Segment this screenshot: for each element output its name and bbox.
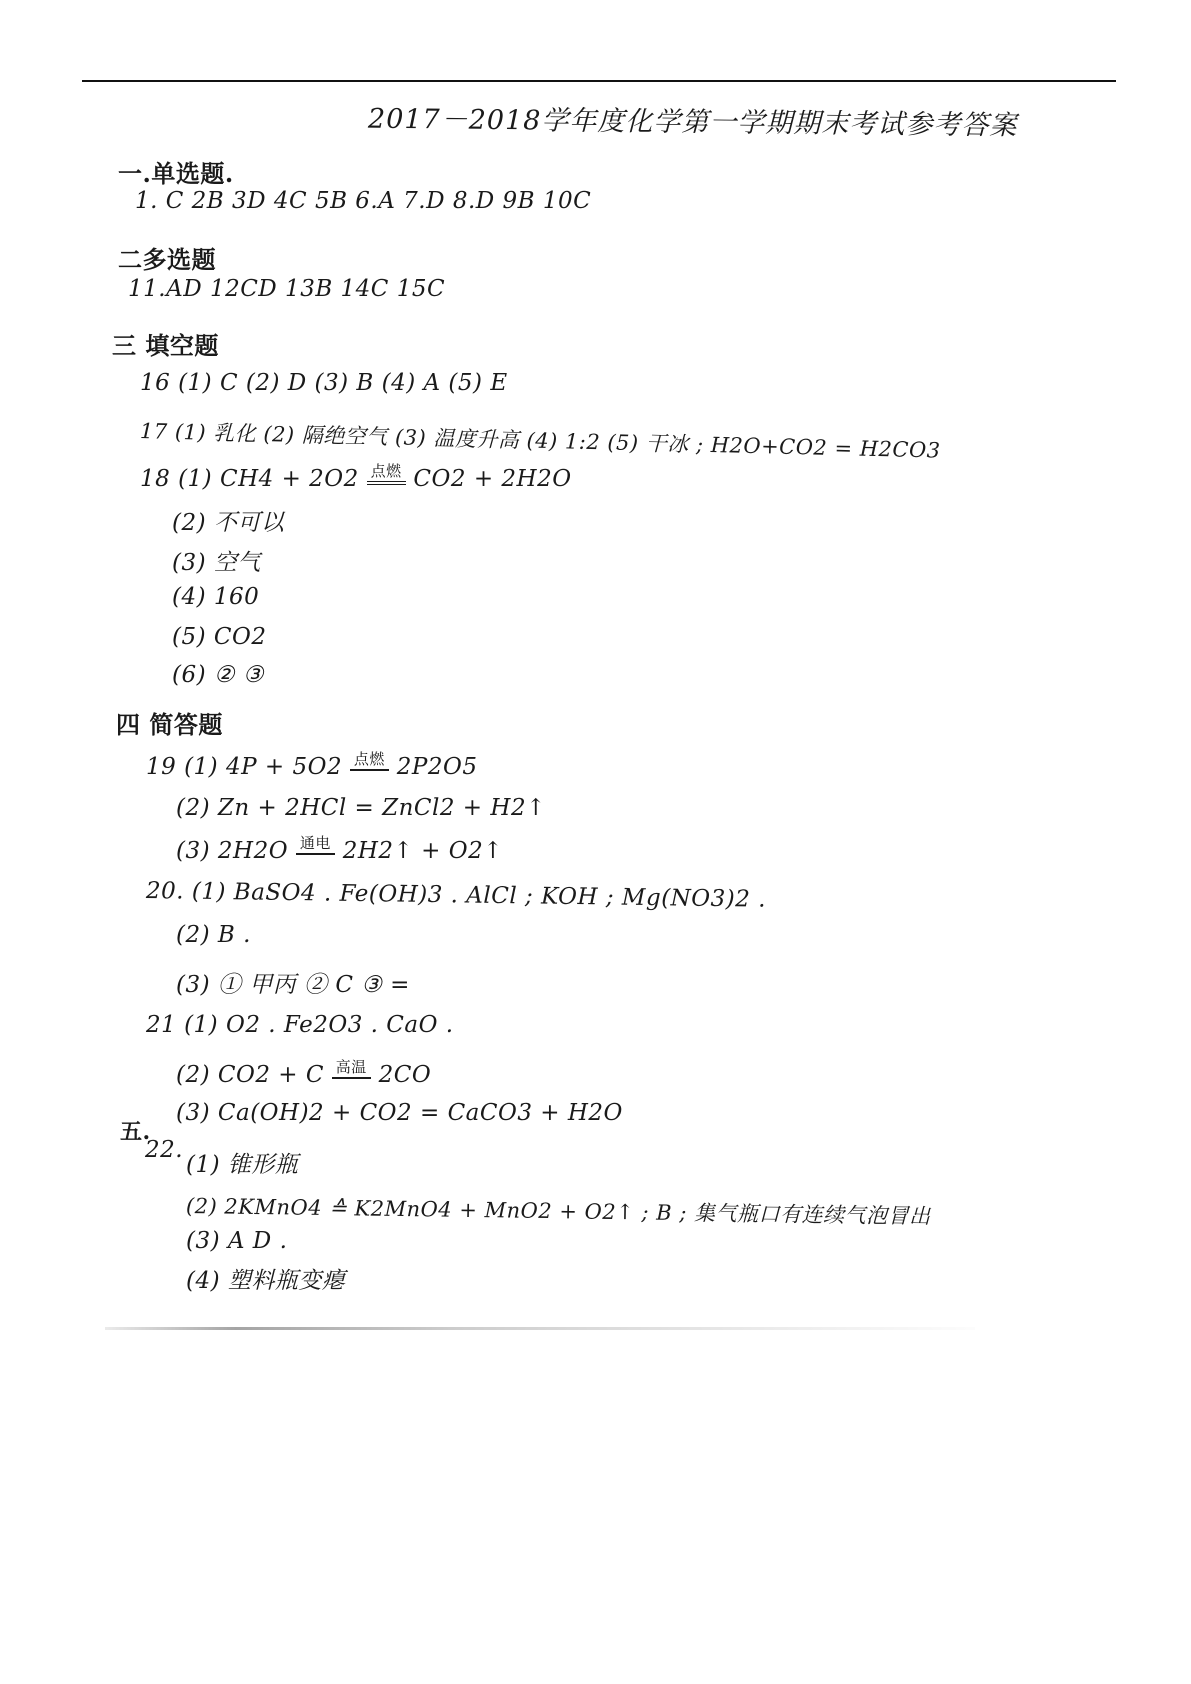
section-2-answers: 11.AD 12CD 13B 14C 15C xyxy=(128,276,446,302)
answer-18-3: (3) 空气 xyxy=(172,550,261,576)
answer-19-1-reactants: 19 (1) 4P + 5O2 xyxy=(146,754,343,780)
answer-19-3-reactants: (3) 2H2O xyxy=(176,838,289,864)
question-22-number: 22. xyxy=(145,1137,184,1163)
answer-21-2 xyxy=(176,1056,431,1088)
answer-22-1: (1) 锥形瓶 xyxy=(186,1152,299,1178)
answer-18-4: (4) 160 xyxy=(172,584,260,610)
answer-19-1 xyxy=(146,748,477,780)
reaction-condition-ignite: 点燃 xyxy=(367,460,406,485)
answer-17: 17 (1) 乳化 (2) 隔绝空气 (3) 温度升高 (4) 1:2 (5) 干冰 ; H2O+CO2 = H2CO3 xyxy=(139,419,941,463)
answer-21-2-products: 2CO xyxy=(378,1062,432,1088)
answer-18-2: (2) 不可以 xyxy=(172,510,285,536)
top-rule xyxy=(82,80,1116,82)
answer-19-3-products: 2H2↑ + O2↑ xyxy=(342,838,503,864)
answer-19-2: (2) Zn + 2HCl = ZnCl2 + H2↑ xyxy=(176,795,546,821)
answer-20-2: (2) B . xyxy=(176,922,251,948)
answer-19-3 xyxy=(176,832,503,864)
answer-16: 16 (1) C (2) D (3) B (4) A (5) E xyxy=(140,370,508,396)
reaction-condition-high-temp: 高温 xyxy=(332,1056,371,1079)
section-1-answers: 1. C 2B 3D 4C 5B 6.A 7.D 8.D 9B 10C xyxy=(135,188,592,214)
answer-18-1 xyxy=(140,460,572,492)
answer-22-4: (4) 塑料瓶变瘪 xyxy=(186,1268,346,1294)
answer-21-2-reactants: (2) CO2 + C xyxy=(176,1062,324,1088)
section-2-heading: 二多选题 xyxy=(118,245,216,274)
answer-18-1-reactants: 18 (1) CH4 + 2O2 xyxy=(140,466,359,492)
reaction-condition-electrolysis: 通电 xyxy=(296,832,335,855)
reaction-condition-ignite: 点燃 xyxy=(350,748,389,771)
answer-22-3: (3) A D . xyxy=(186,1228,288,1254)
section-5-heading: 五. xyxy=(120,1119,151,1145)
answer-19-1-products: 2P2O5 xyxy=(396,754,478,780)
answer-18-5: (5) CO2 xyxy=(172,624,267,650)
answer-18-6: (6) ② ③ xyxy=(172,662,264,688)
answer-20-1: 20. (1) BaSO4 . Fe(OH)3 . AlCl ; KOH ; Mg(NO3)2 . xyxy=(145,878,767,913)
answer-21-1: 21 (1) O2 . Fe2O3 . CaO . xyxy=(146,1012,454,1038)
scan-smudge-line xyxy=(105,1327,975,1330)
answer-22-2: (2) 2KMnO4 ≙ K2MnO4 + MnO2 + O2↑ ; B ; 集气瓶口有连续气泡冒出 xyxy=(185,1194,931,1229)
answer-20-3: (3) ① 甲丙 ② C ③ = xyxy=(176,972,410,998)
answer-21-3: (3) Ca(OH)2 + CO2 = CaCO3 + H2O xyxy=(176,1100,623,1126)
section-4-heading: 四 简答题 xyxy=(116,710,223,739)
document-title: 2017－2018学年度化学第一学期期末考试参考答案 xyxy=(367,103,1018,142)
section-1-heading: 一.单选题. xyxy=(118,159,234,188)
section-3-heading: 三 填空题 xyxy=(112,331,219,360)
answer-18-1-products: CO2 + 2H2O xyxy=(413,466,572,492)
